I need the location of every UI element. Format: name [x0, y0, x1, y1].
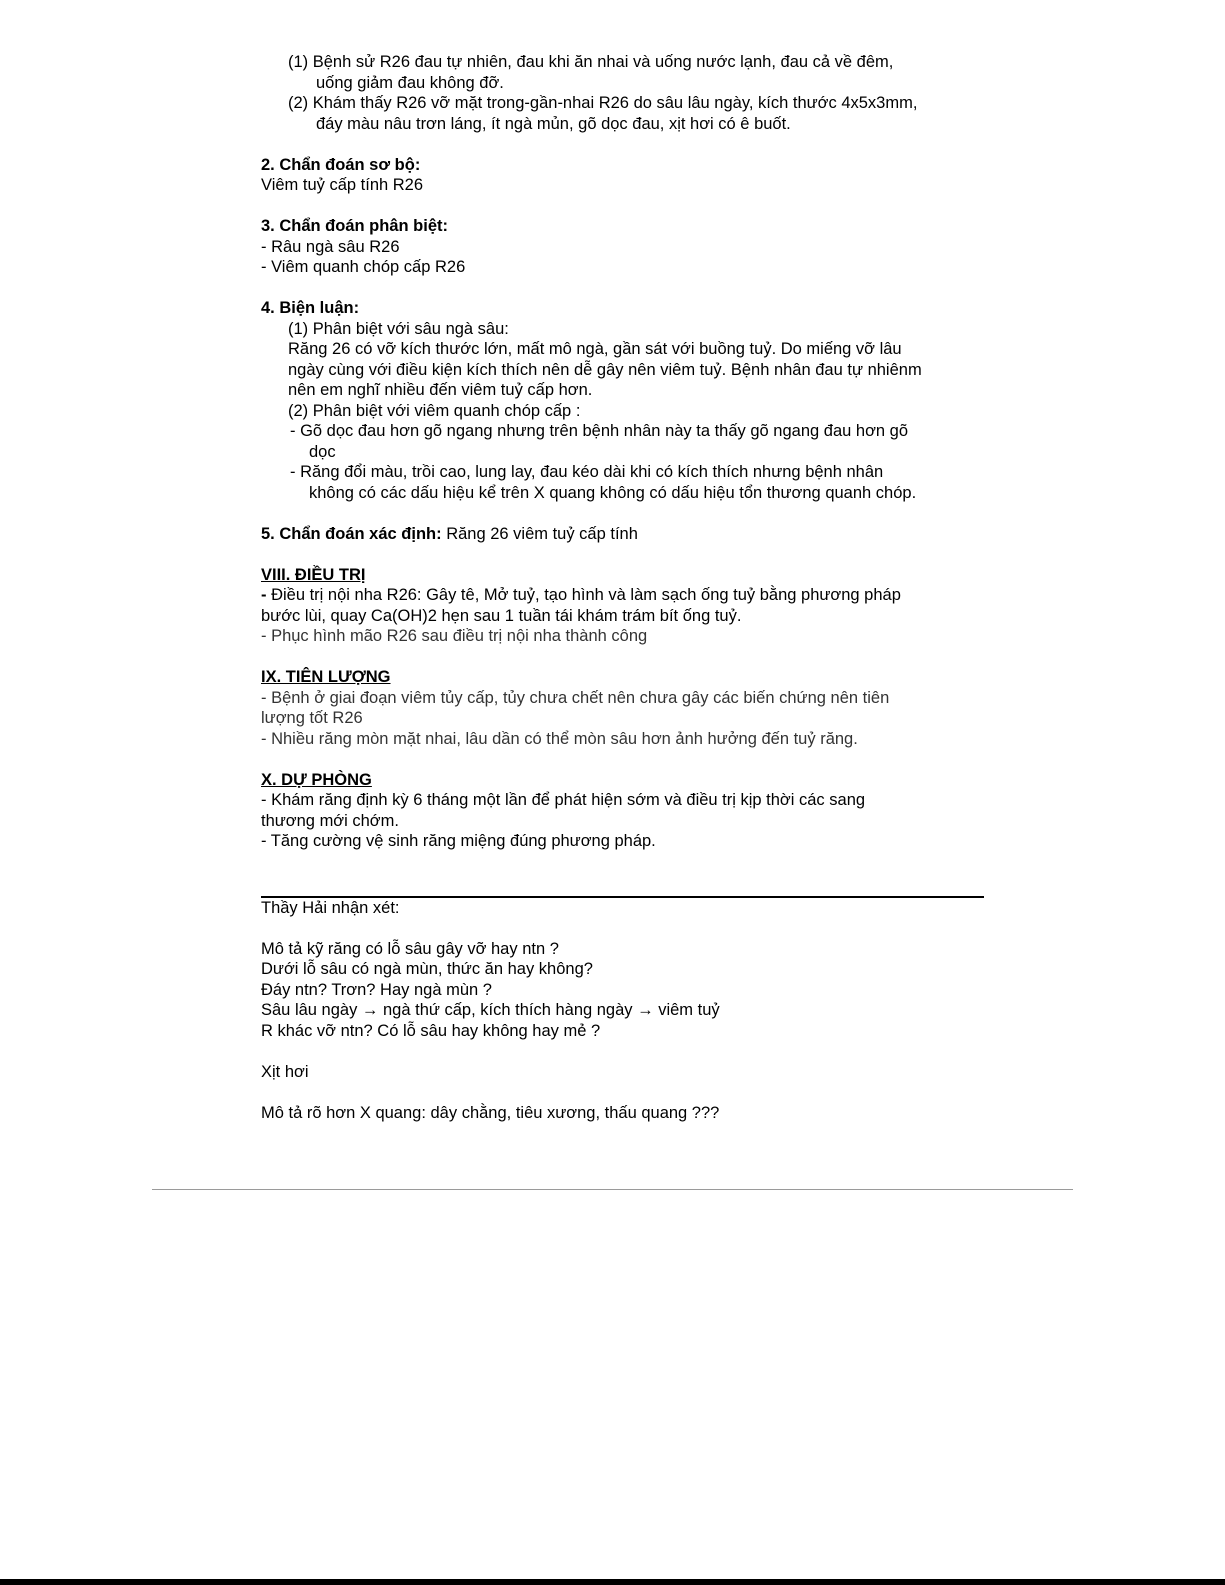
prognosis-item-2: - Nhiều răng mòn mặt nhai, lâu dần có thể mòn sâu hơn ảnh hưởng đến tuỷ răng. [261, 729, 858, 748]
prevention-item-2: - Tăng cường vệ sinh răng miệng đúng phương pháp. [261, 832, 656, 850]
comment-line: Đáy ntn? Trơn? Hay ngà mùn ? [261, 980, 492, 999]
comment-line: Mô tả rõ hơn X quang: dây chằng, tiêu xương, thấu quang ??? [261, 1103, 720, 1122]
comment-line: Dưới lỗ sâu có ngà mùn, thức ăn hay không? [261, 960, 593, 978]
treatment-item-1-cont: bước lùi, quay Ca(OH)2 hẹn sau 1 tuần tái khám trám bít ống tuỷ. [261, 606, 742, 625]
reasoning-subheading-1: (1) Phân biệt với sâu ngà sâu: [288, 319, 509, 338]
prevention-item-1: - Khám răng định kỳ 6 tháng một lần để phát hiện sớm và điều trị kịp thời các sang thương mới chớm. [261, 791, 866, 830]
section-heading-final-diagnosis: 5. Chẩn đoán xác định: [261, 524, 442, 543]
differential-item: - Râu ngà sâu R26 [261, 237, 400, 256]
prognosis-item-1: - Bệnh ở giai đoạn viêm tủy cấp, tủy chưa chết nên chưa gây các biến chứng nên tiên lượng tốt R26 [261, 688, 890, 727]
reasoning-paragraph: Răng 26 có vỡ kích thước lớn, mất mô ngà, gần sát với buồng tuỷ. Do miếng vỡ lâu ngày cùng với điều kiện kích thích nên dễ gây nên viêm tuỷ. Bệnh nhân đau tự nhiênm nên em nghĩ nhiều đến viêm tuỷ cấp hơn. [288, 340, 922, 399]
comment-line: Xịt hơi [261, 1062, 309, 1081]
comment-line: Sâu lâu ngày → ngà thứ cấp, kích thích hàng ngày → viêm tuỷ [261, 1001, 720, 1019]
preliminary-diagnosis-text: Viêm tuỷ cấp tính R26 [261, 176, 424, 194]
final-diagnosis [261, 524, 991, 545]
section-heading-prognosis: IX. TIÊN LƯỢNG [261, 668, 391, 686]
comments-title: Thầy Hải nhận xét: [261, 898, 400, 917]
history-list [261, 52, 991, 134]
history-item-1: (1) Bệnh sử R26 đau tự nhiên, đau khi ăn nhai và uống nước lạnh, đau cả về đêm, uống giảm đau không đỡ. [288, 53, 894, 92]
final-diagnosis-text: Răng 26 viêm tuỷ cấp tính [441, 524, 638, 543]
treatment-item-2: - Phục hình mão R26 sau điều trị nội nha thành công [261, 627, 648, 645]
section-heading-treatment: VIII. ĐIỀU TRỊ [261, 565, 366, 584]
reasoning-dash-item-2: - Răng đổi màu, trồi cao, lung lay, đau kéo dài khi có kích thích nhưng bệnh nhân không có các dấu hiệu kể trên X quang không có dấu hiệu tổn thương quanh chóp. [290, 463, 917, 502]
comment-line: R khác vỡ ntn? Có lỗ sâu hay không hay mẻ ? [261, 1021, 601, 1040]
section-heading-differential-diagnosis: 3. Chẩn đoán phân biệt: [261, 217, 449, 235]
page-footer-divider [152, 1189, 1073, 1190]
section-heading-preliminary-diagnosis: 2. Chẩn đoán sơ bộ: [261, 155, 421, 174]
reasoning-subheading-2: (2) Phân biệt với viêm quanh chóp cấp : [288, 401, 581, 420]
comment-line: Mô tả kỹ răng có lỗ sâu gây vỡ hay ntn ? [261, 939, 559, 958]
section-heading-prevention: X. DỰ PHÒNG [261, 770, 372, 789]
document-body [261, 52, 991, 1123]
differential-item: - Viêm quanh chóp cấp R26 [261, 258, 466, 276]
treatment-item-1: - Điều trị nội nha R26: Gây tê, Mở tuỷ, tạo hình và làm sạch ống tuỷ bằng phương pháp [261, 586, 901, 604]
history-item-2: (2) Khám thấy R26 vỡ mặt trong-gần-nhai R26 do sâu lâu ngày, kích thước 4x5x3mm, đáy màu nâu trơn láng, ít ngà mủn, gõ dọc đau, xịt hơi có ê buốt. [288, 94, 918, 133]
section-heading-reasoning: 4. Biện luận: [261, 299, 360, 317]
page-bottom-edge [0, 1579, 1225, 1585]
reasoning-dash-item-1: - Gõ dọc đau hơn gõ ngang nhưng trên bệnh nhân này ta thấy gõ ngang đau hơn gõ dọc [290, 422, 909, 461]
